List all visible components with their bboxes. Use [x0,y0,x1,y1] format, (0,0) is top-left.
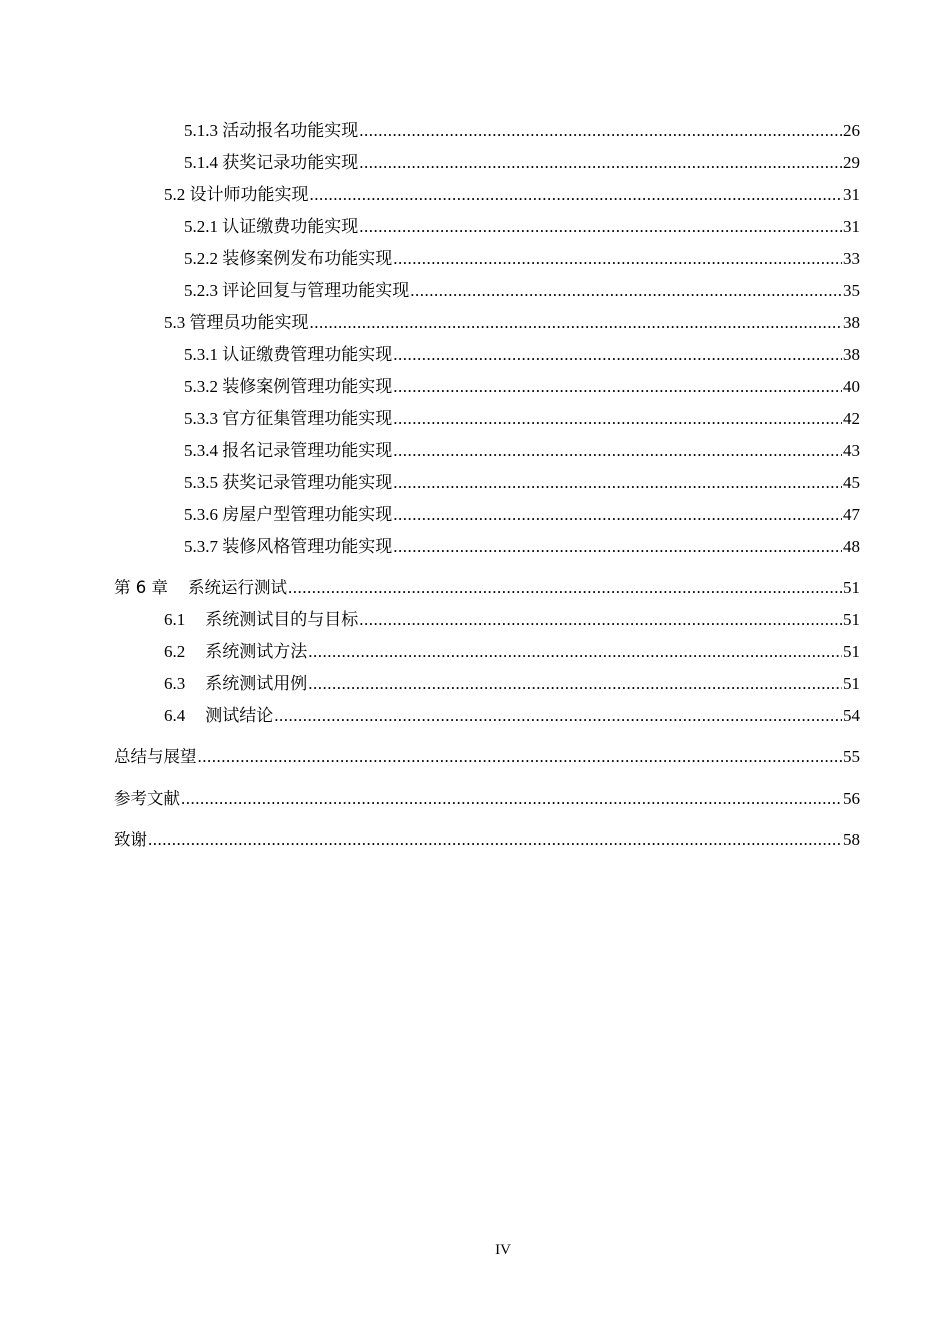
toc-entry-page: 33 [843,249,860,268]
toc-leader-dots [393,248,842,270]
toc-entry-label: 5.3.4 报名记录管理功能实现 [184,441,393,460]
toc-entry-page: 31 [843,185,860,204]
toc-entry-page: 47 [843,505,860,524]
toc-leader-dots [310,312,843,334]
toc-entry-label: 5.3.1 认证缴费管理功能实现 [184,345,393,364]
page-number-footer: IV [495,1242,511,1258]
toc-entry-label: 6.4 测试结论 [164,706,274,725]
toc-entry-page: 29 [843,153,860,172]
toc-entry-page: 45 [843,473,860,492]
toc-entry[interactable] [0,639,860,663]
toc-entry-label: 5.3.6 房屋户型管理功能实现 [184,505,393,524]
toc-leader-dots [393,440,842,462]
toc-entry-page: 42 [843,409,860,428]
toc-entry[interactable] [0,671,860,695]
toc-entry-label: 5.1.4 获奖记录功能实现 [184,153,359,172]
toc-entry-label: 5.2.1 认证缴费功能实现 [184,217,359,236]
toc-entry[interactable] [0,342,860,366]
toc-leader-dots [198,746,843,768]
toc-leader-dots [393,376,842,398]
toc-entry-label: 5.3.2 装修案例管理功能实现 [184,377,393,396]
toc-entry-page: 51 [843,674,860,693]
toc-leader-dots [308,673,842,695]
toc-entry[interactable] [0,214,860,238]
toc-entry[interactable] [0,278,860,302]
toc-entry[interactable] [0,607,860,631]
toc-entry-page: 51 [843,578,860,597]
toc-entry-label: 5.2 设计师功能实现 [164,185,309,204]
toc-entry-page: 35 [843,281,860,300]
toc-entry-label: 5.2.3 评论回复与管理功能实现 [184,281,410,300]
toc-leader-dots [310,184,843,206]
toc-chapter-entry[interactable] [0,744,860,768]
toc-entry-label: 第 6 章 系统运行测试 [114,578,287,597]
toc-leader-dots [181,788,842,810]
toc-entry-page: 55 [843,747,860,766]
toc-entry-label: 致谢 [114,830,147,849]
toc-entry-page: 38 [843,345,860,364]
toc-leader-dots [274,705,842,727]
toc-entry[interactable] [0,406,860,430]
toc-entry-page: 56 [843,789,860,808]
toc-leader-dots [308,641,842,663]
toc-entry-label: 5.1.3 活动报名功能实现 [184,121,359,140]
toc-entry-label: 5.3 管理员功能实现 [164,313,309,332]
toc-entry-page: 38 [843,313,860,332]
toc-leader-dots [410,280,842,302]
toc-leader-dots [359,216,842,238]
toc-entry[interactable] [0,502,860,526]
toc-leader-dots [393,344,842,366]
toc-entry[interactable] [0,150,860,174]
toc-leader-dots [393,408,842,430]
toc-entry[interactable] [0,182,860,206]
toc-chapter-entry[interactable] [0,827,860,851]
toc-entry-label: 参考文献 [114,789,180,808]
toc-entry-page: 51 [843,610,860,629]
toc-entry-label: 总结与展望 [114,747,197,766]
toc-entry-page: 31 [843,217,860,236]
toc-entry-label: 6.1 系统测试目的与目标 [164,610,359,629]
toc-entry-label: 5.3.7 装修风格管理功能实现 [184,537,393,556]
toc-leader-dots [393,536,842,558]
toc-entry[interactable] [0,470,860,494]
toc-entry-page: 54 [843,706,860,725]
toc-entry-page: 26 [843,121,860,140]
toc-leader-dots [288,577,842,599]
toc-entry-label: 6.2 系统测试方法 [164,642,308,661]
toc-entry-label: 5.3.3 官方征集管理功能实现 [184,409,393,428]
toc-entry[interactable] [0,374,860,398]
toc-entry-label: 6.3 系统测试用例 [164,674,308,693]
toc-entry[interactable] [0,310,860,334]
toc-leader-dots [393,504,842,526]
toc-entry[interactable] [0,703,860,727]
toc-entry-page: 51 [843,642,860,661]
toc-leader-dots [148,829,842,851]
toc-leader-dots [359,152,842,174]
toc-entry-page: 58 [843,830,860,849]
toc-entry[interactable] [0,438,860,462]
toc-entry[interactable] [0,534,860,558]
toc-leader-dots [393,472,842,494]
toc-entry[interactable] [0,118,860,142]
toc-entry-label: 5.2.2 装修案例发布功能实现 [184,249,393,268]
toc-entry-page: 40 [843,377,860,396]
toc-chapter-entry[interactable] [0,575,860,599]
toc-leader-dots [359,609,842,631]
toc-entry-label: 5.3.5 获奖记录管理功能实现 [184,473,393,492]
toc-entry-page: 43 [843,441,860,460]
toc-leader-dots [359,120,842,142]
toc-chapter-entry[interactable] [0,786,860,810]
toc-entry-page: 48 [843,537,860,556]
toc-entry[interactable] [0,246,860,270]
